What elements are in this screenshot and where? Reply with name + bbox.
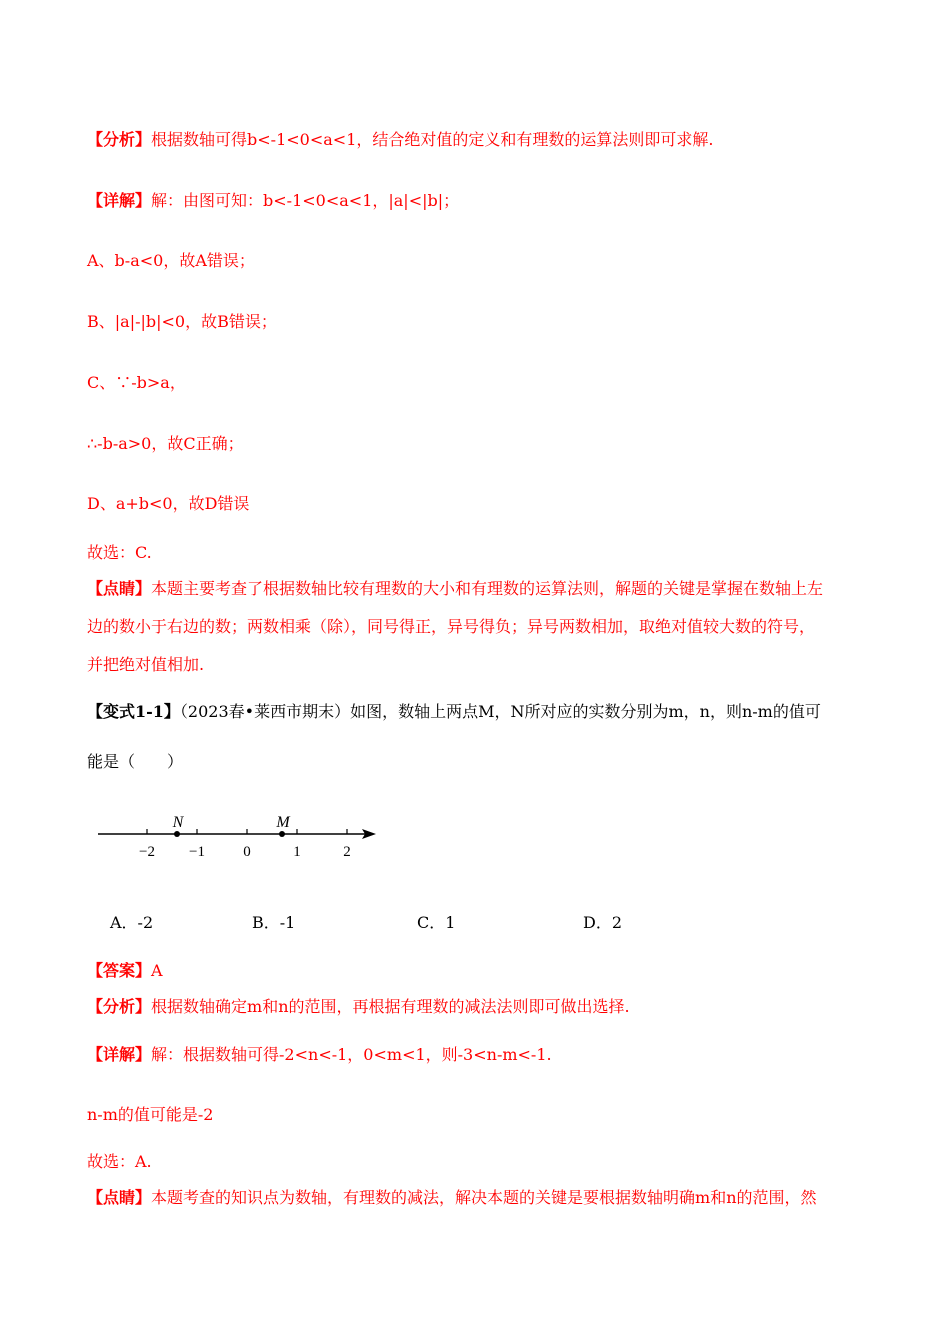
option-c-explanation: C、∵-b>a， [87,373,186,392]
answer-value: A [151,961,163,980]
detail-line [87,191,459,211]
comment-line-1 [87,579,823,599]
comment-line-4 [87,1188,817,1208]
tick-label: 0 [243,844,251,860]
comment-tag: 【点睛】 [87,579,152,598]
point-marker [174,831,180,837]
option-c[interactable]: C．1 [417,913,456,932]
option-d[interactable]: D．2 [583,913,623,932]
analysis-line-2 [87,997,630,1017]
comment-text-4: 本题考查的知识点为数轴，有理数的减法，解决本题的关键是要根据数轴明确m和n的范围，然 [151,1188,817,1207]
point-marker [279,831,285,837]
question-source: （2023春•莱西市期末） [179,702,351,721]
detail-line-2b: n-m的值可能是-2 [87,1105,214,1124]
analysis-line [87,130,713,150]
question-stem-text: 如图，数轴上两点M，N所对应的实数分别为m，n，则n-m的值可 [350,702,821,721]
comment-text-1: 本题主要考查了根据数轴比较有理数的大小和有理数的运算法则，解题的关键是掌握在数轴上左 [151,579,824,598]
analysis-tag: 【分析】 [87,130,152,149]
point-label: N [172,814,184,831]
option-b[interactable]: B．-1 [252,913,296,932]
tick-label: 1 [293,844,301,860]
tick-label: 2 [343,844,351,860]
analysis-text-2: 根据数轴确定m和n的范围，再根据有理数的减法法则即可做出选择. [151,997,630,1016]
comment-line-3: 并把绝对值相加. [87,655,205,674]
detail-text: 解：由图可知：b<-1<0<a<1，|a|<|b|； [151,191,460,210]
option-b-explanation: B、|a|-|b|<0，故B错误； [87,312,277,331]
point-label: M [276,814,290,831]
option-a[interactable]: A．-2 [110,913,154,932]
tick-label: −1 [189,844,205,860]
question-stem-line-1 [87,702,821,722]
detail-text-2: 解：根据数轴可得-2<n<-1，0<m<1，则-3<n-m<-1. [151,1045,552,1064]
answer-tag: 【答案】 [87,961,152,980]
number-line-figure [90,808,390,864]
option-a-explanation: A、b-a<0，故A错误； [87,251,255,270]
option-d-explanation: D、a+b<0，故D错误 [87,494,250,513]
detail-tag: 【详解】 [87,191,152,210]
detail-line-2 [87,1045,552,1065]
answer-line [87,961,163,981]
question-stem-line-2: 能是（ ） [87,752,184,771]
choice-line-2: 故选：A. [87,1152,152,1171]
analysis-text: 根据数轴可得b<-1<0<a<1，结合绝对值的定义和有理数的运算法则即可求解. [151,130,714,149]
variant-tag: 【变式1-1】 [87,702,180,721]
tick-label: −2 [139,844,155,860]
comment-line-2: 边的数小于右边的数；两数相乘（除），同号得正，异号得负；异号两数相加，取绝对值较大数的符号， [87,617,816,636]
detail-tag-2: 【详解】 [87,1045,152,1064]
option-c-conclusion: ∴-b-a>0，故C正确； [87,434,244,453]
analysis-tag-2: 【分析】 [87,997,152,1016]
comment-tag-2: 【点睛】 [87,1188,152,1207]
choice-line: 故选：C. [87,543,152,562]
